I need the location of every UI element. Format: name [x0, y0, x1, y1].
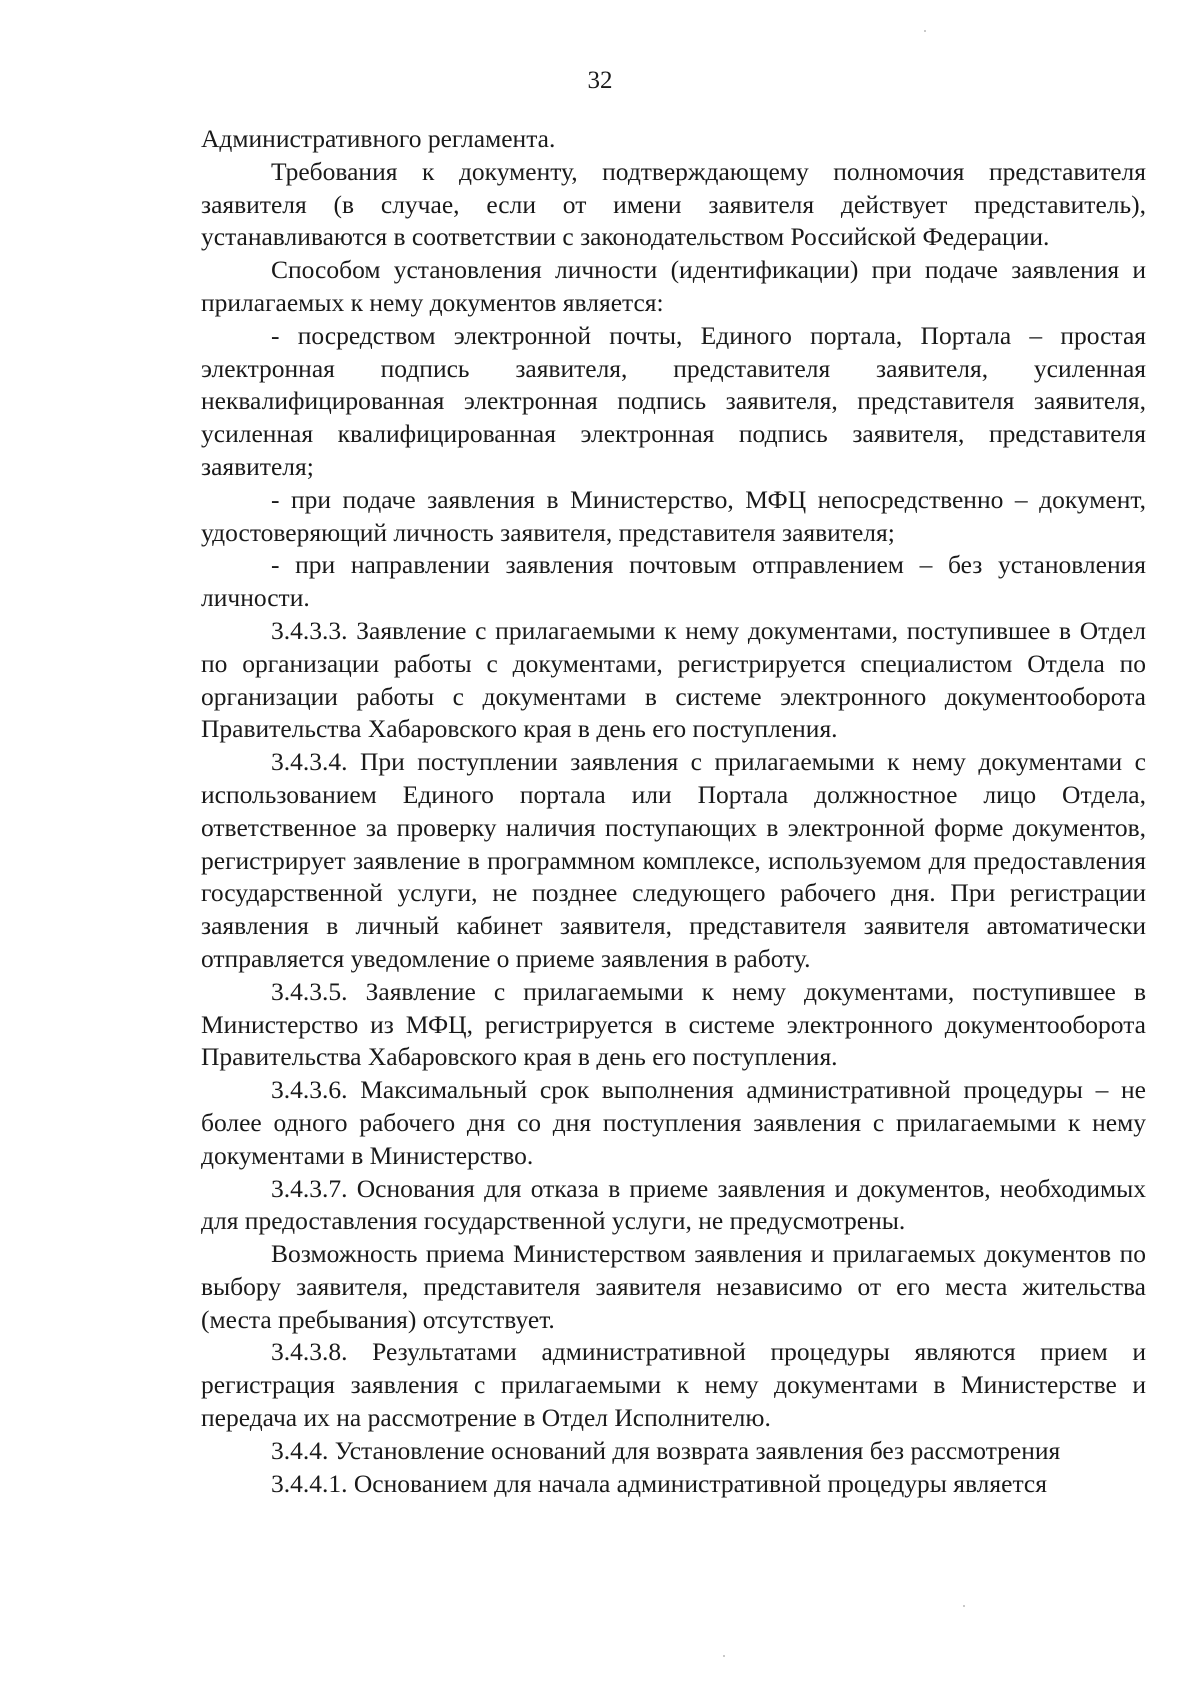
paragraph-in-person-submission: - при подаче заявления в Министерство, МФЦ непосредственно – документ, удостоверяющий личность заявителя, представителя заявителя;: [201, 484, 1146, 547]
paragraph-3-4-4-1: 3.4.4.1. Основанием для начала административной процедуры является: [271, 1468, 1047, 1498]
scan-speck: [723, 1655, 725, 1657]
scan-speck: [924, 30, 926, 32]
paragraph-3-4-3-5: 3.4.3.5. Заявление с прилагаемыми к нему документами, поступившее в Министерство из МФЦ, регистрируется в системе электронного документооборота Правительства Хабаровского края в день его поступления.: [201, 976, 1146, 1072]
paragraph-acceptance-possibility: Возможность приема Министерством заявления и прилагаемых документов по выбору заявителя, представителя заявителя независимо от его места жительства (места пребывания) отсутствует.: [201, 1239, 1146, 1334]
paragraph-postal-submission: - при направлении заявления почтовым отправлением – без установления личности.: [201, 550, 1146, 613]
paragraph-3-4-3-7: 3.4.3.7. Основания для отказа в приеме заявления и документов, необходимых для предоставления государственной услуги, не предусмотрены.: [201, 1173, 1146, 1236]
paragraph-3-4-3-3: 3.4.3.3. Заявление с прилагаемыми к нему документами, поступившее в Отдел по организации работы с документами, регистрируется специалистом Отдела по организации работы с документами в системе электронного документооборота Правительства Хабаровского края в день его поступления.: [201, 615, 1146, 744]
paragraph-regulation-continuation: Административного регламента.: [201, 124, 556, 153]
page-number: 32: [587, 67, 613, 94]
paragraph-representative-authority: Требования к документу, подтверждающему полномочия представителя заявителя (в случае, если от имени заявителя действует представитель), устанавливаются в соответствии с законодательством Российской Федерации.: [201, 156, 1146, 252]
paragraph-3-4-3-6: 3.4.3.6. Максимальный срок выполнения административной процедуры – не более одного рабочего дня со дня поступления заявления с прилагаемыми к нему документами в Министерство.: [201, 1075, 1146, 1170]
paragraph-electronic-signature: - посредством электронной почты, Единого портала, Портала – простая электронная подпись заявителя, представителя заявителя, усиленная неквалифицированная электронная подпись заявителя, представителя заявителя, усиленная квалифицированная электронная подпись заявителя, представителя заявителя;: [201, 320, 1146, 481]
document-body: [201, 123, 1146, 1500]
paragraph-3-4-3-8: 3.4.3.8. Результатами административной процедуры являются прием и регистрация заявления с прилагаемыми к нему документами в Министерстве и передача их на рассмотрение в Отдел Исполнителю.: [201, 1337, 1146, 1433]
paragraph-3-4-3-4: 3.4.3.4. При поступлении заявления с прилагаемыми к нему документами с использованием Единого портала или Портала должностное лицо Отдела, ответственное за проверку наличия поступающих в электронной форме документов, регистрирует заявление в программном комплексе, используемом для предоставления государственной услуги, не позднее следующего рабочего дня. При регистрации заявления в личный кабинет заявителя, представителя заявителя автоматически отправляется уведомление о приеме заявления в работу.: [201, 747, 1146, 973]
paragraph-3-4-4-heading: 3.4.4. Установление оснований для возврата заявления без рассмотрения: [271, 1435, 1061, 1465]
scan-speck: [963, 1605, 965, 1607]
paragraph-identification-method: Способом установления личности (идентификации) при подаче заявления и прилагаемых к нему документов является:: [201, 255, 1146, 317]
